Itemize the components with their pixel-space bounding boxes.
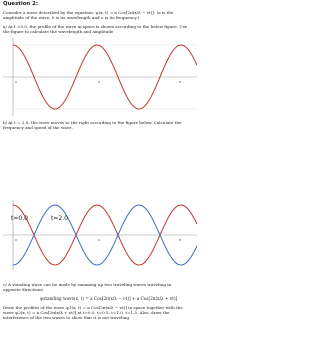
part-a-paragraph xyxy=(3,24,197,34)
figure-1-svg xyxy=(3,38,197,116)
part-c-line-2: opposite directions xyxy=(3,287,43,293)
figure-1-wave-profile xyxy=(3,38,197,116)
intro-paragraph xyxy=(3,10,197,20)
figure-2-tick-0: 0 xyxy=(15,238,17,242)
figure-1-tick-0: 0 xyxy=(15,80,17,84)
figure-2-tick-4: 4 xyxy=(98,238,100,242)
part-c-instructions xyxy=(3,305,197,321)
figure-2-tick-8: 8 xyxy=(179,238,181,242)
intro-line-2: amplitude of the wave, λ is its wavelength and ν is its frequency.) xyxy=(3,15,140,21)
part-c-more-line-1: Draw the profiles of the wave ψ1(x, t) = a Cos[2π(x/λ − νt)] in space together with the xyxy=(3,305,183,310)
figure-2-moving-wave xyxy=(3,200,197,270)
part-a-line-1: a/ At t =0.0, the profile of the wave in space is shown according to the below figure. Use xyxy=(3,24,188,29)
figure-2-label-t2: t=2.0 xyxy=(51,215,68,222)
figure-2-svg xyxy=(3,200,197,270)
part-b-line-2: frequency and speed of the wave. xyxy=(3,125,73,131)
part-c-more-line-3: interference of the two waves to show that it is not traveling. xyxy=(3,315,131,321)
intro-line-1: Consider a wave described by the equation: ψ(x, t) = a Cos[2π(x/λ − νt)]. (a is the xyxy=(3,10,174,15)
part-c-line-1: c/ A standing wave can be made by summing up two traveling waves traveling in xyxy=(3,282,172,287)
figure-2-label-t0: t=0.0 xyxy=(11,215,28,222)
figure-1-tick-4: 4 xyxy=(98,80,100,84)
part-c-more-line-2: wave ψ2(x, t) = a Cos[2π(x/λ + νt)] at t=0.0, t=0.5, t=1.0, t=1.5. Also, draw the xyxy=(3,310,170,316)
figure-1-tick-8: 8 xyxy=(179,80,181,84)
question-heading: Question 2: xyxy=(3,1,39,7)
part-b-paragraph xyxy=(3,120,197,130)
part-c-paragraph xyxy=(3,282,197,292)
standing-wave-equation: ψstanding wave(x, t) = a Cos[2π(x/λ − νt)] + a Cos[2π(x/λ + νt)] xyxy=(40,296,178,301)
part-b-line-1: b/ At t = 2.0, the wave moves to the right according to the figure below. Calculate the xyxy=(3,120,182,125)
part-a-line-2: the figure to calculate the wavelength and amplitude xyxy=(3,29,114,35)
